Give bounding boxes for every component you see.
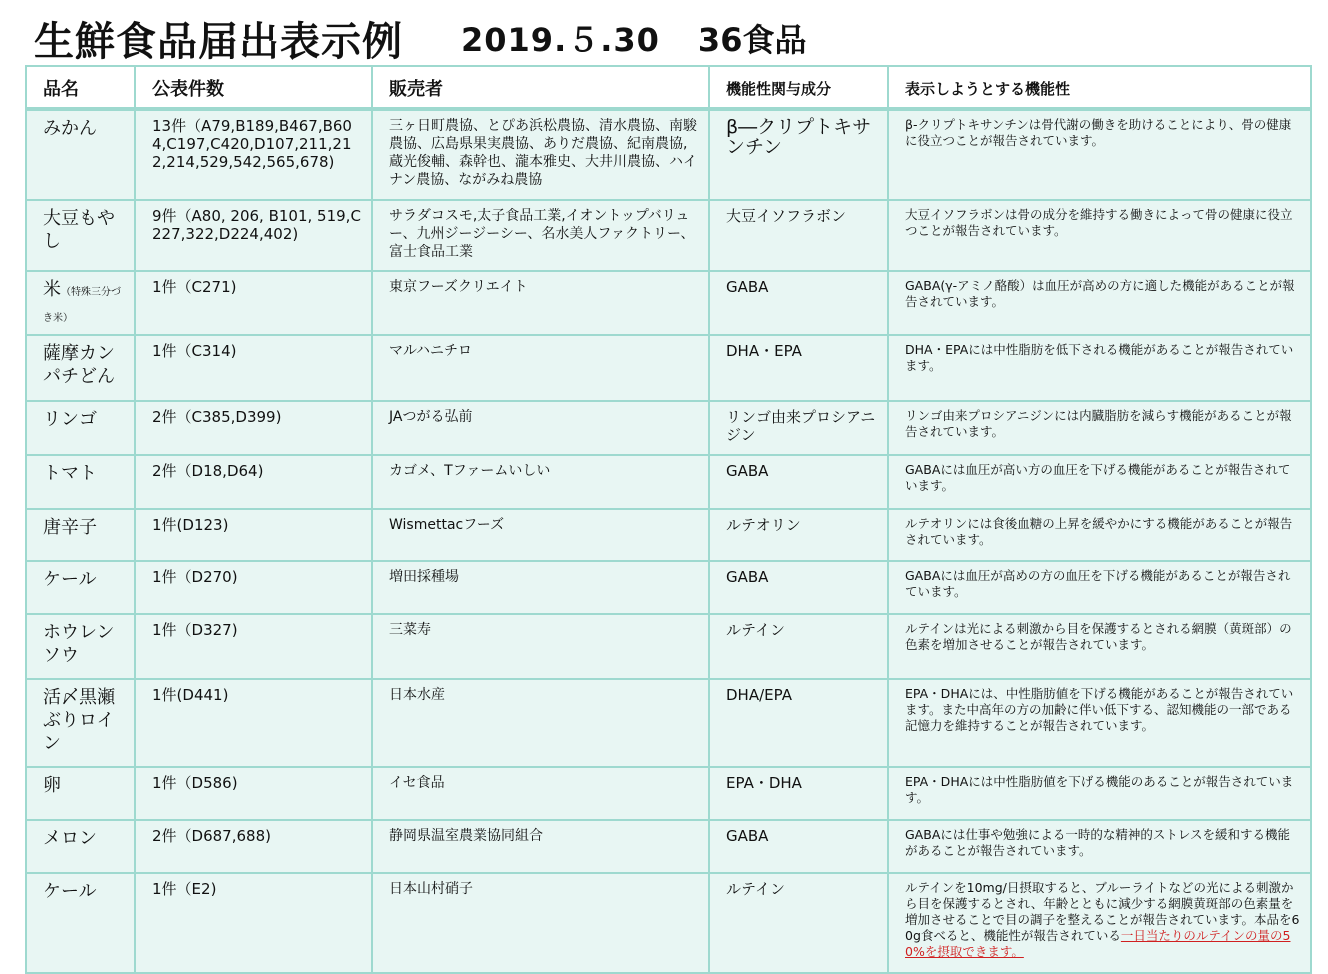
cell-component: ルテイン [709, 873, 888, 973]
cell-name [26, 271, 135, 335]
cell-name: リンゴ [26, 401, 135, 455]
table-row [26, 271, 1311, 335]
cell-component: β―クリプトキサンチン [709, 109, 888, 200]
cell-component: GABA [709, 820, 888, 873]
cell-name: トマト [26, 455, 135, 509]
cell-name: 卵 [26, 767, 135, 820]
cell-component: GABA [709, 271, 888, 335]
cell-component: ルテオリン [709, 509, 888, 561]
cell-function: ルテインは光による刺激から目を保護するとされる網膜（黄斑部）の色素を増加させることが報告されています。 [888, 614, 1311, 679]
cell-name: 薩摩カンパチどん [26, 335, 135, 401]
cell-function: GABAには血圧が高めの方の血圧を下げる機能があることが報告されています。 [888, 561, 1311, 614]
cell-name: 大豆もやし [26, 200, 135, 271]
cell-component: DHA/EPA [709, 679, 888, 767]
table-row [26, 200, 1311, 271]
cell-function: GABAには仕事や勉強による一時的な精神的ストレスを緩和する機能があることが報告されています。 [888, 820, 1311, 873]
cell-seller: Wismettacフーズ [372, 509, 709, 561]
cell-count: 1件（E2) [135, 873, 372, 973]
cell-component: DHA・EPA [709, 335, 888, 401]
table-row [26, 109, 1311, 200]
cell-count: 9件（A80, 206, B101, 519,C227,322,D224,402) [135, 200, 372, 271]
cell-count: 1件(D441) [135, 679, 372, 767]
table-row [26, 614, 1311, 679]
table-row [26, 401, 1311, 455]
name-note: （特殊三分づき米） [43, 287, 121, 324]
table-row [26, 509, 1311, 561]
cell-count: 1件（D586) [135, 767, 372, 820]
cell-seller: サラダコスモ,太子食品工業,イオントップバリュー、九州ジージーシー、名水美人ファクトリー、富士食品工業 [372, 200, 709, 271]
cell-count: 1件（D327) [135, 614, 372, 679]
cell-component: GABA [709, 455, 888, 509]
cell-seller: イセ食品 [372, 767, 709, 820]
cell-count: 2件（D18,D64) [135, 455, 372, 509]
cell-function: DHA・EPAには中性脂肪を低下される機能があることが報告されています。 [888, 335, 1311, 401]
cell-count: 1件（C314) [135, 335, 372, 401]
header-function: 表示しようとする機能性 [888, 66, 1311, 109]
function-highlight: 一日当たりのルテインの量の50%を摂取できます。 [905, 928, 1291, 959]
header-row [26, 66, 1311, 109]
cell-seller: マルハニチロ [372, 335, 709, 401]
cell-seller: 日本山村硝子 [372, 873, 709, 973]
header-component: 機能性関与成分 [709, 66, 888, 109]
header-seller: 販売者 [372, 66, 709, 109]
cell-function: GABA(γ-アミノ酪酸）は血圧が高めの方に適した機能があることが報告されています。 [888, 271, 1311, 335]
cell-function: リンゴ由来プロシアニジンには内臓脂肪を減らす機能があることが報告されています。 [888, 401, 1311, 455]
cell-function: β-クリプトキサンチンは骨代謝の働きを助けることにより、骨の健康に役立つことが報告されています。 [888, 109, 1311, 200]
cell-seller: 東京フーズクリエイト [372, 271, 709, 335]
header-count: 公表件数 [135, 66, 372, 109]
cell-name: 活〆黒瀬ぶりロイン [26, 679, 135, 767]
document-date: 2019.５.30 [461, 21, 660, 59]
function-text: ルテインを10mg/日摂取すると、ブルーライトなどの光による刺激から目を保護するとされ、年齢とともに減少する網膜黄斑部の色素量を増加させることで目の調子を整えることが報告されています。本品を60g食べると、機能性が報告されている [905, 880, 1300, 943]
cell-function [888, 873, 1311, 973]
cell-function: EPA・DHAには中性脂肪値を下げる機能のあることが報告されています。 [888, 767, 1311, 820]
cell-function: 大豆イソフラボンは骨の成分を維持する働きによって骨の健康に役立つことが報告されています。 [888, 200, 1311, 271]
cell-name: 唐辛子 [26, 509, 135, 561]
table-row [26, 335, 1311, 401]
cell-component: ルテイン [709, 614, 888, 679]
table-body [26, 109, 1311, 973]
cell-component: GABA [709, 561, 888, 614]
cell-count: 2件（D687,688) [135, 820, 372, 873]
cell-count: 1件(D123) [135, 509, 372, 561]
table-row [26, 679, 1311, 767]
cell-count: 1件（D270) [135, 561, 372, 614]
table-header [26, 66, 1311, 109]
cell-name: ホウレンソウ [26, 614, 135, 679]
cell-seller: 日本水産 [372, 679, 709, 767]
header-name: 品名 [26, 66, 135, 109]
food-table [25, 65, 1312, 974]
cell-count: 1件（C271) [135, 271, 372, 335]
title-row [34, 10, 806, 66]
table-row [26, 767, 1311, 820]
cell-component: EPA・DHA [709, 767, 888, 820]
table-row [26, 820, 1311, 873]
cell-component: 大豆イソフラボン [709, 200, 888, 271]
cell-seller: 三ヶ日町農協、とぴあ浜松農協、清水農協、南駿農協、広島県果実農協、ありだ農協、紀南農協,蔵光俊輔、森幹也、瀧本雅史、大井川農協、ハイナン農協、ながみね農協 [372, 109, 709, 200]
cell-seller: 三菜寿 [372, 614, 709, 679]
cell-name: ケール [26, 561, 135, 614]
cell-seller: カゴメ、Tファームいしい [372, 455, 709, 509]
document-title: 生鮮食品届出表示例 [34, 18, 403, 65]
table-row [26, 561, 1311, 614]
cell-function: GABAには血圧が高い方の血圧を下げる機能があることが報告されています。 [888, 455, 1311, 509]
cell-count: 13件（A79,B189,B467,B604,C197,C420,D107,211,212,214,529,542,565,678) [135, 109, 372, 200]
cell-name: ケール [26, 873, 135, 973]
food-count: 36食品 [697, 21, 807, 59]
cell-component: リンゴ由来プロシアニジン [709, 401, 888, 455]
cell-count: 2件（C385,D399) [135, 401, 372, 455]
cell-function: ルテオリンには食後血糖の上昇を緩やかにする機能があることが報告されています。 [888, 509, 1311, 561]
table-row [26, 455, 1311, 509]
cell-seller: 増田採種場 [372, 561, 709, 614]
cell-name: メロン [26, 820, 135, 873]
table-row [26, 873, 1311, 973]
cell-seller: JAつがる弘前 [372, 401, 709, 455]
cell-function: EPA・DHAには、中性脂肪値を下げる機能があることが報告されています。また中高年の方の加齢に伴い低下する、認知機能の一部である記憶力を維持することが報告されています。 [888, 679, 1311, 767]
name-text: 米 [43, 279, 61, 300]
cell-name: みかん [26, 109, 135, 200]
cell-seller: 静岡県温室農業協同組合 [372, 820, 709, 873]
